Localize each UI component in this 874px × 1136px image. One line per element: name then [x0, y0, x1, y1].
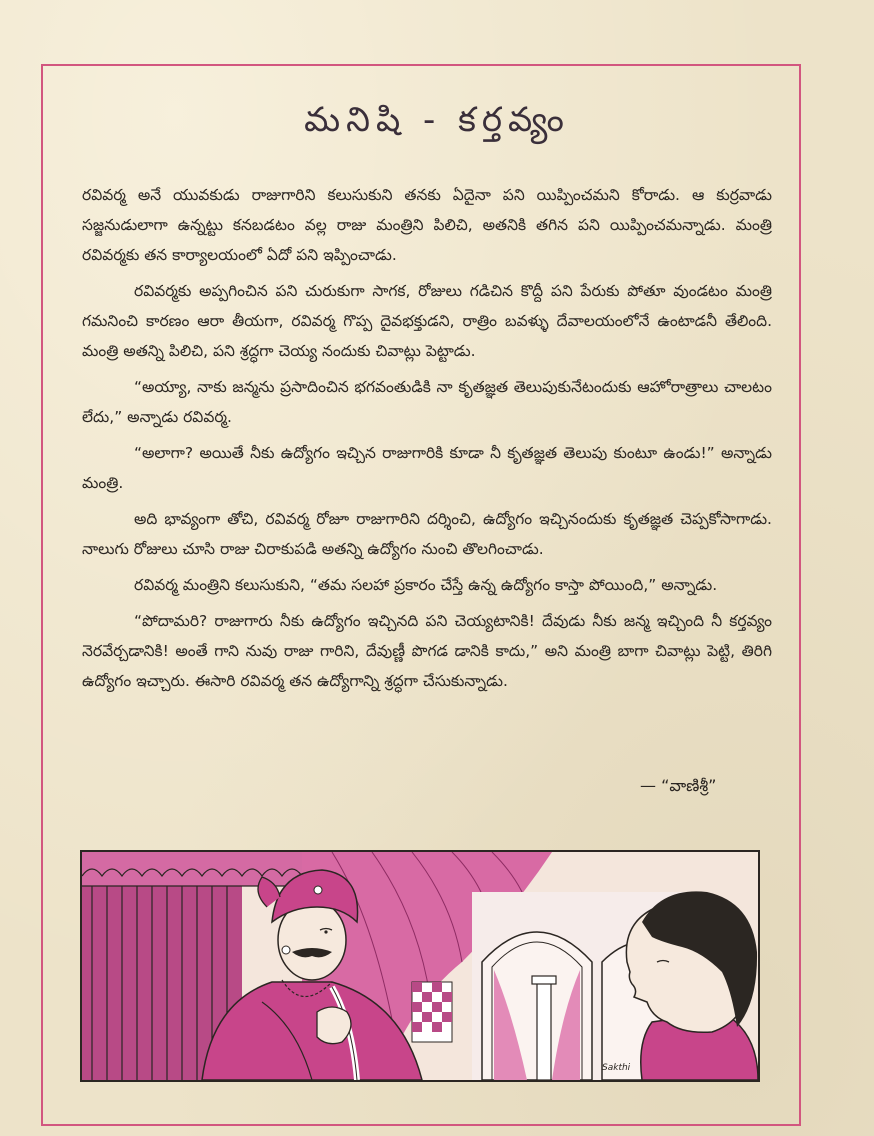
- paragraph-3: “అయ్యా, నాకు జన్మను ప్రసాదించిన భగవంతుడికి నా కృతజ్ఞత తెలుపుకునేటందుకు ఆహోరాత్రాలు చాలటం లేదు,” అన్నాడు రవివర్మ.: [82, 378, 772, 426]
- paragraph-1: రవివర్మ అనే యువకుడు రాజుగారిని కలుసుకుని తనకు ఏదైనా పని యిప్పించమని కోరాడు. ఆ కుర్రవాడు సజ్జనుడులాగా ఉన్నట్టు కనబడటం వల్ల రాజు మంత్రిని పిలిచి, అతనికి తగిన పని యిప్పించమన్నాడు. మంత్రి రవివర్మకు తన కార్యాలయంలో ఏదో పని ఇప్పించాడు.: [82, 186, 772, 264]
- paragraph-7: “పోదామరి? రాజుగారు నీకు ఉద్యోగం ఇచ్చినది పని చెయ్యటానికి! దేవుడు నీకు జన్మ ఇచ్చింది నీ కర్తవ్యం నెరవేర్చడానికి! అంతే గాని నువు రాజు గారిని, దేవుణ్ణీ పొగడ డానికి కాదు,” అని మంత్రి బాగా చివాట్లు పెట్టి, తిరిగి ఉద్యోగం ఇచ్చారు. ఈసారి రవివర్మ తన ఉద్యోగాన్ని శ్రద్ధగా చేసుకున్నాడు.: [82, 612, 772, 690]
- story-body: [82, 180, 772, 702]
- paragraph-4: “అలాగా? అయితే నీకు ఉద్యోగం ఇచ్చిన రాజుగారికి కూడా నీ కృతజ్ఞత తెలుపు కుంటూ ఉండు!” అన్నాడు మంత్రి.: [82, 444, 772, 492]
- story-illustration: [80, 850, 760, 1082]
- author-signature: — “వాణిశ్రీ”: [640, 776, 717, 795]
- story-title: మనిషి - కర్తవ్యం: [304, 100, 570, 140]
- paragraph-6: రవివర్మ మంత్రిని కలుసుకుని, “తమ సలహా ప్రకారం చేస్తే ఉన్న ఉద్యోగం కాస్తా పోయింది,” అన్నాడు.: [134, 576, 718, 594]
- svg-text:Sakthi: Sakthi: [602, 1063, 631, 1073]
- paragraph-5: అది భావ్యంగా తోచి, రవివర్మ రోజూ రాజుగారిని దర్శించి, ఉద్యోగం ఇచ్చినందుకు కృతజ్ఞత చెప్పకోసాగాడు. నాలుగు రోజులు చూసి రాజు చిరాకుపడి అతన్ని ఉద్యోగం నుంచి తొలగించాడు.: [82, 510, 772, 558]
- paragraph-2: రవివర్మకు అప్పగించిన పని చురుకుగా సాగక, రోజులు గడిచిన కొద్దీ పని పేరుకు పోతూ వుండటం మంత్రి గమనించి కారణం ఆరా తీయగా, రవివర్మ గొప్ప దైవభక్తుడని, రాత్రిం బవళ్ళు దేవాలయంలోనే ఉంటాడనీ తేలింది. మంత్రి అతన్ని పిలిచి, పని శ్రద్ధగా చెయ్య నందుకు చివాట్లు పెట్టాడు.: [82, 282, 772, 360]
